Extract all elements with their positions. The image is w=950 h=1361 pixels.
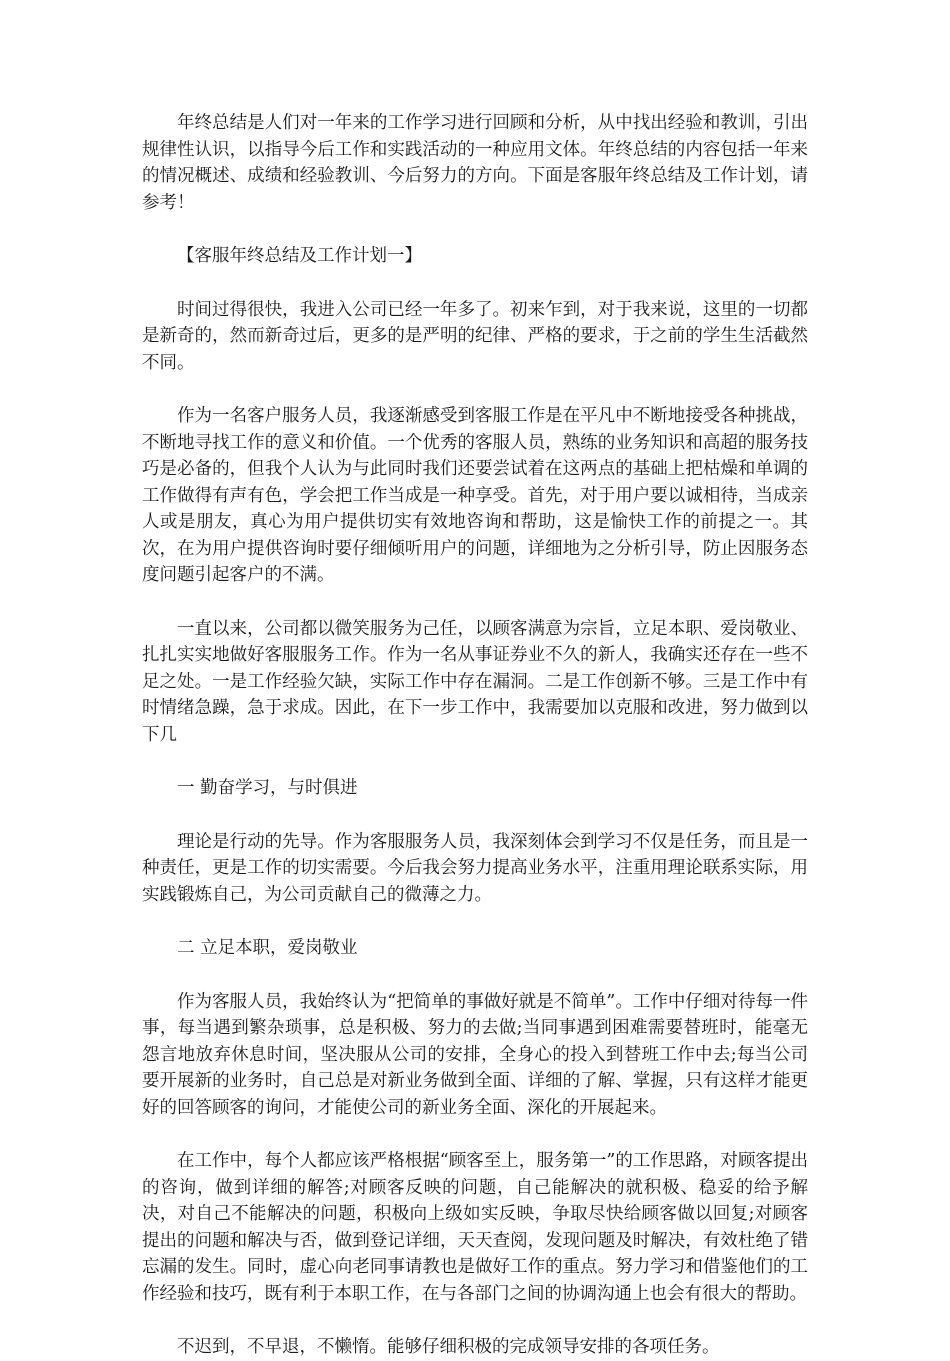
paragraph-2: 作为一名客户服务人员，我逐渐感受到客服工作是在平凡中不断地接受各种挑战，不断地寻找工作的意义和价值。一个优秀的客服人员，熟练的业务知识和高超的服务技巧是必备的，但我个人认为与此同时我们还要尝试着在这两点的基础上把枯燥和单调的工作做得有声有色，学会把工作当成是一种享受。首先，对于用户要以诚相待，当成亲人或是朋友，真心为用户提供切实有效地咨询和帮助，这是愉快工作的前提之一。其次，在为用户提供咨询时要仔细倾听用户的问题，详细地为之分析引导，防止因服务态度问题引起客户的不满。 xyxy=(142,406,808,585)
paragraph-7: 不迟到，不早退，不懒惰。能够仔细积极的完成领导安排的各项任务。 xyxy=(177,1337,720,1357)
paragraph-1: 时间过得很快，我进入公司已经一年多了。初来乍到，对于我来说，这里的一切都是新奇的，然而新奇过后，更多的是严明的纪律、严格的要求，于之前的学生生活截然不同。 xyxy=(142,299,808,373)
paragraph-6: 在工作中，每个人都应该严格根据“顾客至上，服务第一”的工作思路，对顾客提出的咨询，做到详细的解答;对顾客反映的问题，自己能解决的就积极、稳妥的给予解决，对自己不能解决的问题，积极向上级如实反映，争取尽快给顾客做以回复;对顾客提出的问题和解决与否，做到登记详细，天天查阅，发现问题及时解决，有效杜绝了错忘漏的发生。同时，虚心向老同事请教也是做好工作的重点。努力学习和借鉴他们的工作经验和技巧，既有利于本职工作，在与各部门之间的协调沟通上也会有很大的帮助。 xyxy=(142,1151,808,1304)
section-title: 【客服年终总结及工作计划一】 xyxy=(177,246,422,266)
subheading-2: 二 立足本职，爱岗敬业 xyxy=(177,938,358,958)
paragraph-5: 作为客服人员，我始终认为“把简单的事做好就是不简单”。工作中仔细对待每一件事，每当遇到繁杂琐事，总是积极、努力的去做;当同事遇到困难需要替班时，能毫无怨言地放弃休息时间，坚决服从公司的安排，全身心的投入到替班工作中去;每当公司要开展新的业务时，自己总是对新业务做到全面、详细的了解、掌握，只有这样才能更好的回答顾客的询问，才能使公司的新业务全面、深化的开展起来。 xyxy=(142,991,808,1118)
paragraph-4: 理论是行动的先导。作为客服服务人员，我深刻体会到学习不仅是任务，而且是一种责任，更是工作的切实需要。今后我会努力提高业务水平，注重用理论联系实际，用实践锻炼自己，为公司贡献自己的微薄之力。 xyxy=(142,831,808,905)
paragraph-3: 一直以来，公司都以微笑服务为己任，以顾客满意为宗旨，立足本职、爱岗敬业、扎扎实实地做好客服服务工作。作为一名从事证券业不久的新人，我确实还存在一些不足之处。一是工作经验欠缺，实际工作中存在漏洞。二是工作创新不够。三是工作中有时情绪急躁，急于求成。因此，在下一步工作中，我需要加以克服和改进，努力做到以下几 xyxy=(142,618,808,745)
subheading-1: 一 勤奋学习，与时俱进 xyxy=(177,778,358,798)
intro-paragraph: 年终总结是人们对一年来的工作学习进行回顾和分析，从中找出经验和教训，引出规律性认识，以指导今后工作和实践活动的一种应用文体。年终总结的内容包括一年来的情况概述、成绩和经验教训、今后努力的方向。下面是客服年终总结及工作计划，请参考！ xyxy=(142,113,808,213)
document-page xyxy=(142,110,808,1361)
